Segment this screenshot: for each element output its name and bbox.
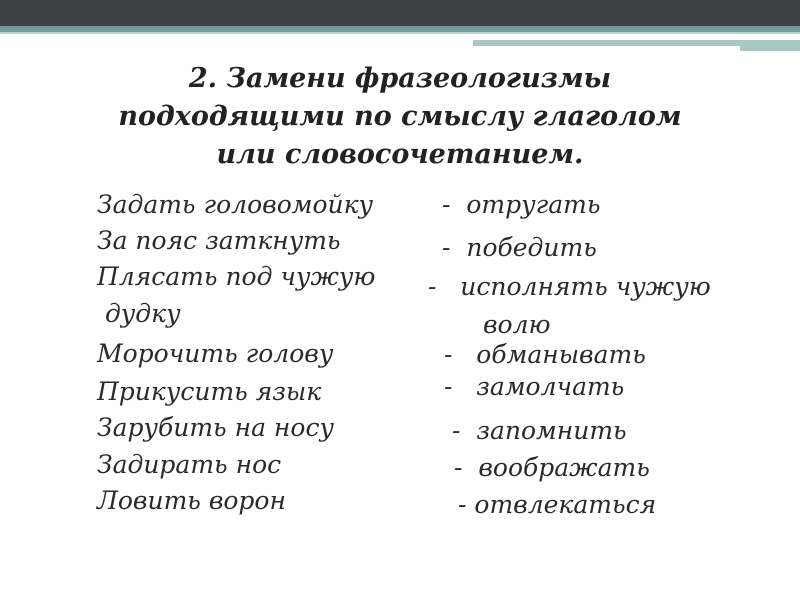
top-dark-bar bbox=[0, 0, 800, 26]
phrase-6: Зарубить на носу bbox=[97, 413, 334, 442]
meaning-7: - воображать bbox=[454, 453, 650, 482]
light-stripe bbox=[0, 32, 800, 34]
meaning-4: - обманывать bbox=[444, 340, 646, 369]
meaning-3: - исполнять чужую bbox=[428, 272, 711, 301]
phrase-2: За пояс заткнуть bbox=[97, 226, 341, 255]
title-line-1: 2. Замени фразеологизмы bbox=[188, 63, 612, 94]
phrase-7: Задирать нос bbox=[97, 450, 282, 479]
phrase-4: Морочить голову bbox=[97, 339, 334, 368]
phrase-1: Задать головомойку bbox=[97, 190, 374, 219]
meaning-3-cont: волю bbox=[483, 310, 551, 339]
phrase-5: Прикусить язык bbox=[97, 377, 322, 406]
meaning-5: - замолчать bbox=[444, 372, 625, 401]
phrase-3-cont: дудку bbox=[97, 299, 181, 328]
accent-bar-small bbox=[740, 46, 800, 51]
meaning-2: - победить bbox=[442, 233, 597, 262]
slide-title bbox=[0, 60, 800, 174]
meaning-1: - отругать bbox=[442, 190, 601, 219]
meaning-6: - запомнить bbox=[452, 416, 627, 445]
title-line-3: или словосочетанием. bbox=[216, 139, 584, 170]
meaning-8: - отвлекаться bbox=[458, 490, 657, 519]
phrase-8: Ловить ворон bbox=[97, 486, 286, 515]
title-line-2: подходящими по смыслу глаголом bbox=[118, 101, 682, 132]
phrase-3: Плясать под чужую bbox=[97, 262, 376, 291]
